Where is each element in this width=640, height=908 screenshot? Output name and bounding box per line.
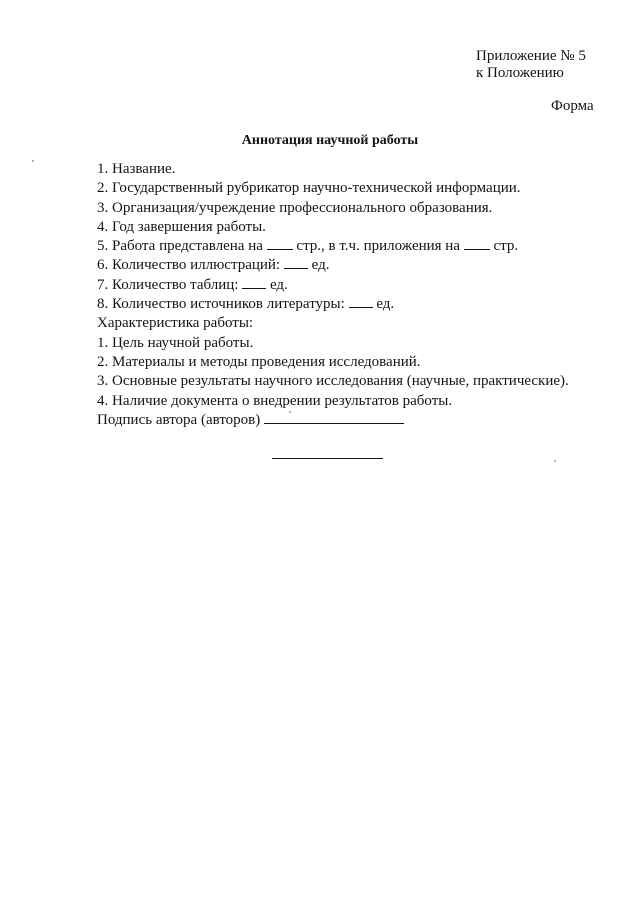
appendix-number: Приложение № 5 <box>476 48 586 64</box>
item-year: 4. Год завершения работы. <box>97 218 266 235</box>
characteristic-methods: 2. Материалы и методы проведения исследований. <box>97 353 421 370</box>
scan-speck <box>554 460 556 462</box>
illustrations-suffix: ед. <box>311 257 330 274</box>
annotation-body <box>97 160 569 430</box>
characteristic-goal: 1. Цель научной работы. <box>97 334 254 351</box>
item-organization: 3. Организация/учреждение профессионального образования. <box>97 199 493 216</box>
closing-divider <box>272 458 383 459</box>
item-sources <box>97 295 569 314</box>
signature-line <box>97 411 569 430</box>
item-pages <box>97 237 569 256</box>
item-illustrations <box>97 256 569 275</box>
signature-blank <box>264 411 404 424</box>
appendix-header <box>476 48 586 82</box>
illustrations-blank <box>284 256 308 269</box>
pages-suffix: стр. <box>493 238 519 255</box>
sources-prefix: 8. Количество источников литературы: <box>97 296 345 313</box>
characteristics-heading: Характеристика работы: <box>97 315 254 332</box>
form-label: Форма <box>551 98 594 114</box>
characteristic-results: 3. Основные результаты научного исследования (научные, практические). <box>97 373 569 390</box>
pages-middle: стр., в т.ч. приложения на <box>296 238 460 255</box>
signature-label: Подпись автора (авторов) <box>97 411 261 428</box>
scan-speck <box>32 160 34 162</box>
pages-prefix: 5. Работа представлена на <box>97 238 263 255</box>
scan-speck <box>289 411 291 413</box>
sources-blank <box>349 295 373 308</box>
item-name: 1. Название. <box>97 161 176 177</box>
illustrations-prefix: 6. Количество иллюстраций: <box>97 257 281 274</box>
document-title: Аннотация научной работы <box>241 133 419 148</box>
pages-blank <box>267 237 293 250</box>
tables-prefix: 7. Количество таблиц: <box>97 276 239 293</box>
tables-suffix: ед. <box>269 276 288 293</box>
appendix-pages-blank <box>464 237 490 250</box>
regulation-reference: к Положению <box>476 65 564 81</box>
item-tables <box>97 276 569 295</box>
tables-blank <box>242 276 266 289</box>
characteristic-implementation: 4. Наличие документа о внедрении результатов работы. <box>97 392 453 409</box>
sources-suffix: ед. <box>376 296 395 313</box>
item-rubricator: 2. Государственный рубрикатор научно-технической информации. <box>97 180 521 197</box>
